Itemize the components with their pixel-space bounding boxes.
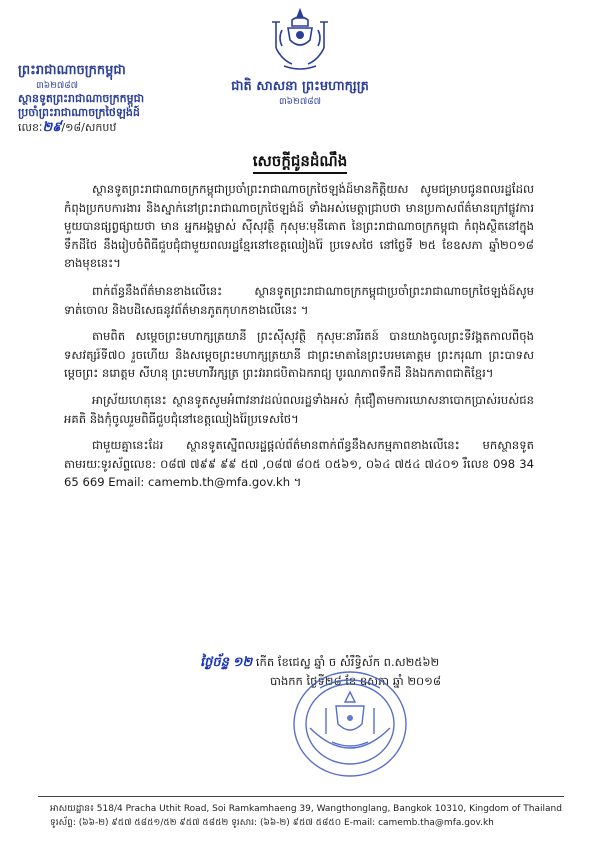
issuer-header [18, 62, 218, 136]
gregorian-date-line: បាងកក ថ្ងៃទី២៨ ខែ ឧសភា ឆ្នាំ ២០១៨ [270, 674, 442, 688]
national-motto: ជាតិ សាសនា ព្រះមហាក្សត្រ [231, 79, 369, 94]
reference-suffix: /១៨/សកបឋ [61, 121, 117, 134]
paragraph-2: ពាក់ព័ន្ធនឹងព័ត៌មានខាងលើនេះ ស្ថានទូតព្រះរាជាណាចក្រកម្ពុជាប្រចាំព្រះរាជាណាចក្រថៃឡង់ដ៍សូមទាត់ចោល និងបដិសេធនូវព័ត៌មានភូតកុហកខាងលើនេះ ។ [64, 283, 534, 317]
footer-address: អាសយដ្ឋាន៖ 518/4 Pracha Uthit Road, Soi Ramkamhaeng 39, Wangthonglang, Bangkok 10310, Kingdom of Thailand [50, 804, 562, 814]
lunar-date-text: កើត ខែជេស្ឋ ឆ្នាំ ច សំរឹទ្ធិស័ក ព.ស២៥៦២ [255, 655, 440, 669]
ornament-number-left: ៣៦២៧៨៧ [36, 81, 79, 91]
reference-handwritten: ២៩ [42, 120, 62, 135]
kingdom-name-left: ព្រះរាជាណាចក្រកម្ពុជា [18, 63, 126, 78]
embassy-location: ប្រចាំព្រះរាជាណាចក្រថៃឡង់ដ៍ [18, 106, 140, 119]
footer-divider [38, 796, 564, 797]
paragraph-5: ជាមួយគ្នានេះដែរ ស្ថានទូតស្នើពលរដ្ឋផ្តល់ព័ត៌មានពាក់ព័ន្ធនឹងសកម្មភាពខាងលើនេះ មកស្ថានទូត តាមរយៈទូរស័ព្ទលេខ: ០៨៧ ៧៩៩ ៩៩ ៥៧ ,០៨៧ ៨០៥ ០៥៦១, ០៦៤ ៧៥៤ ៧៤០១ រឺលេខ 098 34 65 669 Email: camemb.th@mfa.gov.kh ។ [64, 438, 534, 490]
official-seal-stamp [290, 668, 410, 780]
reference-prefix: លេខៈ [18, 121, 43, 134]
ornament-number-right: ៣៦២៧៨៧ [278, 97, 321, 107]
weekday-handwritten: ថ្ងៃច័ន្ទ [200, 655, 229, 670]
reference-number [18, 120, 218, 136]
document-title: សេចក្តីជូនដំណឹង [0, 152, 600, 174]
royal-coat-of-arms-emblem [262, 8, 338, 74]
footer-contacts: ទូរស័ព្ទ: (៦៦-២) ៩៥៧ ៥៨៥១/៥២ ៩៥៧ ៥៨៥២ ទូរសារ: (៦៦-២) ៩៥៧ ៥៨៥០ E-mail: camemb.tha@mfa.gov.kh [50, 818, 494, 828]
document-body [64, 180, 534, 500]
paragraph-1: ស្ថានទូតព្រះរាជាណាចក្រកម្ពុជាប្រចាំព្រះរាជាណាចក្រថៃឡង់ដ៍មានកិត្តិយស សូមជម្រាបជូនពលរដ្ឋដែលកំពុងប្រកបការងារ និងស្នាក់នៅព្រះរាជាណាចក្រថៃឡង់ដ៍ ទាំងអស់មេត្តាជ្រាបថា មានប្រកាសព័ត៌មានក្រៅផ្លូវការមួយបានផ្សព្វផ្សាយថា មាន អ្នកអង្គម្ចាស់ ស៊ីសុវត្ថិ កុសុមៈមុនីគោត នៃព្រះរាជាណាចក្រកម្ពុជា កំពុងស្ថិតនៅក្នុងទឹកដីថៃ នឹងរៀបចំពិធីជួបជុំជាមួយពលរដ្ឋខ្មែរនៅខេត្តឈៀងរ៉ៃ ប្រទេសថៃ នៅថ្ងៃទី ២៥ ខែឧសភា ឆ្នាំ២០១៨ ខាងមុខនេះ។ [64, 182, 534, 271]
embassy-name: ស្ថានទូតព្រះរាជាណាចក្រកម្ពុជា [18, 92, 145, 105]
day-handwritten: ១២ [232, 655, 253, 670]
national-motto-header [210, 78, 390, 108]
footer [50, 802, 570, 830]
paragraph-3: តាមពិត សម្តេចព្រះមហាក្សត្រយានី ព្រះស៊ីសុវត្ថិ កុសុមៈនារីរតន៍ បានយាងចូលព្រះទីវង្គតកាលពីចុងទសវត្សរ៍ទី៧០ រួចហើយ និងសម្តេចព្រះមហាក្សត្រយានី ជាព្រះមាតានៃព្រះបរមគោត្តម ព្រះករុណា ព្រះបាទសម្តេចព្រះ នរោត្តម សីហនុ ព្រះមហាវីរក្សត្រ ព្រះវររាជបិតាឯករាជ្យ បូរណភាពទឹកដី និងឯកភាពជាតិខ្មែរ។ [64, 329, 534, 381]
paragraph-4: អាស្រ័យហេតុនេះ ស្ថានទូតសូមអំពាវនាវដល់ពលរដ្ឋទាំងអស់ កុំជឿតាមការឃោសនាបោកប្រាស់របស់ជនអគតិ និងកុំចូលរួមពិធីជួបជុំនៅខេត្តឈៀងរ៉ៃប្រទេសថៃ។ [64, 392, 534, 426]
